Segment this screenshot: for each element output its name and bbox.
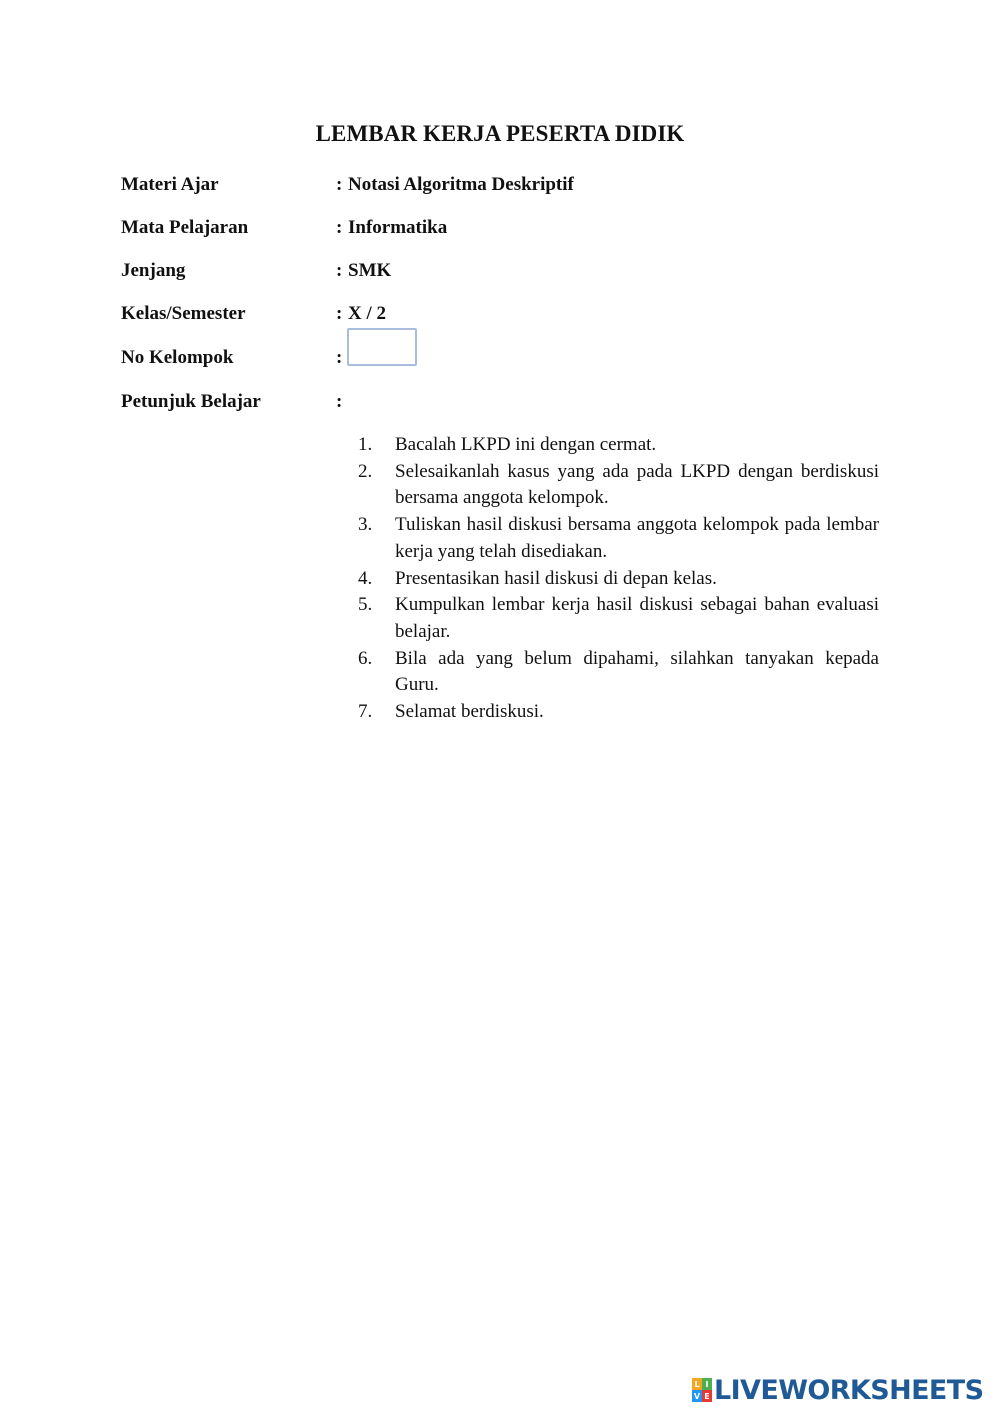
- instruction-item: [358, 699, 879, 726]
- instruction-text: Selamat berdiskusi.: [395, 701, 544, 723]
- instruction-number: 1.: [358, 434, 373, 455]
- instruction-text: Presentasikan hasil diskusi di depan kelas.: [395, 567, 717, 589]
- instruction-text: Bacalah LKPD ini dengan cermat.: [395, 434, 657, 455]
- field-colon: :: [336, 217, 343, 238]
- field-colon: :: [336, 174, 343, 195]
- field-label: Petunjuk Belajar: [121, 391, 261, 412]
- field-label: Materi Ajar: [121, 174, 219, 195]
- liveworksheets-logo: [692, 1374, 983, 1406]
- instruction-item: [358, 459, 879, 512]
- instruction-list: [358, 432, 879, 726]
- document-title: LEMBAR KERJA PESERTA DIDIK: [315, 121, 685, 146]
- field-label: No Kelompok: [121, 347, 234, 368]
- field-label: Mata Pelajaran: [121, 217, 249, 238]
- instruction-item: [358, 432, 879, 459]
- liveworksheets-logo-icon: [692, 1378, 712, 1402]
- group-number-input-box[interactable]: [347, 328, 417, 366]
- instruction-text: Selesaikanlah kasus yang ada pada LKPD dengan berdiskusi bersama anggota kelompok.: [395, 460, 879, 509]
- field-value: SMK: [348, 260, 392, 281]
- field-value: Informatika: [348, 217, 448, 238]
- logo-mark-letter: E: [702, 1390, 712, 1402]
- field-colon: :: [336, 391, 343, 412]
- logo-mark-letter: I: [702, 1378, 712, 1390]
- instruction-item: [358, 592, 879, 645]
- instruction-text: Bila ada yang belum dipahami, silahkan tanyakan kepada Guru.: [395, 647, 879, 696]
- instruction-text: Kumpulkan lembar kerja hasil diskusi sebagai bahan evaluasi belajar.: [395, 594, 879, 642]
- instruction-number: 5.: [358, 594, 373, 616]
- field-label: Jenjang: [121, 260, 186, 281]
- field-colon: :: [336, 347, 343, 368]
- instruction-item: [358, 566, 879, 593]
- instruction-number: 7.: [358, 701, 373, 723]
- logo-mark-letter: L: [692, 1378, 702, 1390]
- field-colon: :: [336, 303, 343, 324]
- field-colon: :: [336, 260, 343, 281]
- instruction-number: 6.: [358, 647, 373, 669]
- instruction-number: 3.: [358, 514, 373, 536]
- instruction-item: [358, 512, 879, 565]
- instruction-number: 4.: [358, 567, 373, 589]
- logo-mark-letter: V: [693, 1391, 701, 1401]
- field-value: X / 2: [348, 303, 386, 324]
- field-label: Kelas/Semester: [121, 303, 246, 324]
- liveworksheets-logo-text: LIVEWORKSHEETS: [714, 1374, 984, 1406]
- field-value: Notasi Algoritma Deskriptif: [348, 174, 574, 195]
- instruction-text: Tuliskan hasil diskusi bersama anggota kelompok pada lembar kerja yang telah disediakan.: [395, 514, 879, 562]
- instruction-item: [358, 646, 879, 699]
- instruction-number: 2.: [358, 460, 373, 482]
